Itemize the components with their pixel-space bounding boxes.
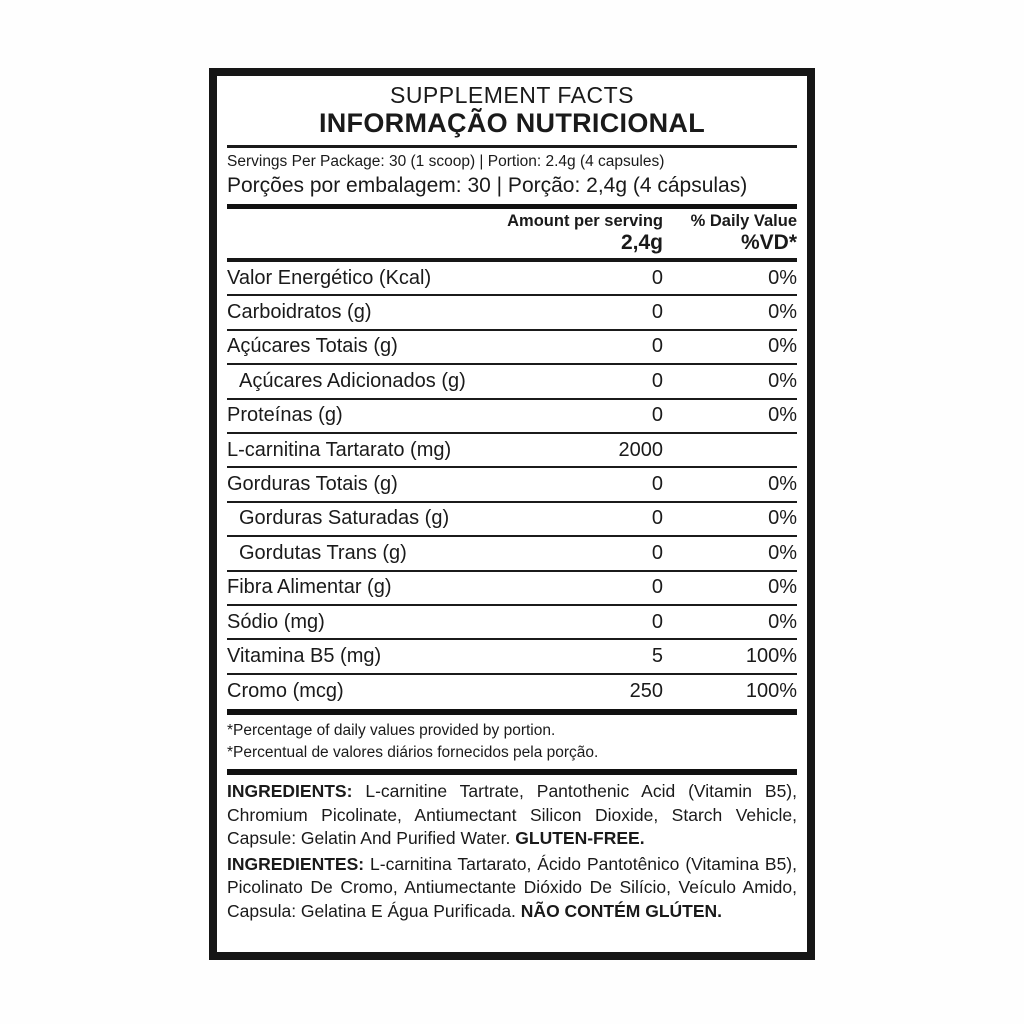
nutrient-amount: 0 <box>651 610 663 633</box>
nutrient-name: Gorduras Saturadas (g) <box>239 507 450 530</box>
nutrient-name: L-carnitina Tartarato (mg) <box>227 438 452 461</box>
nutrient-daily-value: 0% <box>768 266 797 289</box>
nutrient-name: Fibra Alimentar (g) <box>227 576 392 599</box>
supplement-facts-label <box>209 68 815 960</box>
nutrient-amount: 0 <box>651 404 663 427</box>
serving-size-value: 2,4g <box>620 231 663 254</box>
nutrient-daily-value: 0% <box>768 369 797 392</box>
nutrient-name: Vitamina B5 (mg) <box>227 644 382 667</box>
nutrient-daily-value: 0% <box>768 576 797 599</box>
table-row <box>227 296 797 330</box>
nutrient-amount: 0 <box>651 301 663 324</box>
table-row <box>227 606 797 640</box>
daily-value-column-header <box>663 212 797 255</box>
table-row <box>227 675 797 709</box>
footnotes <box>227 715 797 769</box>
divider-under-servings <box>227 204 797 209</box>
nutrient-name: Cromo (mcg) <box>227 680 344 703</box>
label-title <box>227 80 797 139</box>
title-en: SUPPLEMENT FACTS <box>389 82 635 108</box>
table-row <box>227 640 797 674</box>
vd-header: %VD* <box>740 231 797 254</box>
nutrient-amount: 250 <box>629 680 663 703</box>
table-row <box>227 365 797 399</box>
nutrient-daily-value: 0% <box>768 473 797 496</box>
daily-value-header: % Daily Value <box>690 212 797 230</box>
amount-per-serving-header: Amount per serving <box>507 212 663 230</box>
nutrient-name: Gordutas Trans (g) <box>239 541 407 564</box>
nutrient-amount: 0 <box>651 369 663 392</box>
amount-column-header <box>507 212 663 255</box>
nutrient-name: Sódio (mg) <box>227 610 325 633</box>
nutrition-table <box>227 262 797 709</box>
ingredients-en-text: L-carnitine Tartrate, Pantothenic Acid (Vitamin B5), Chromium Picolinate, Antiumectant Silicon Dioxide, Starch Vehicle, Capsule: Gelatin And Purified Water. <box>227 781 797 849</box>
table-row <box>227 468 797 502</box>
table-row <box>227 331 797 365</box>
nutrient-amount: 0 <box>651 507 663 530</box>
nutrient-name: Açúcares Totais (g) <box>227 335 398 358</box>
nutrient-amount: 0 <box>651 541 663 564</box>
ingredients-pt-label: INGREDIENTES: <box>227 853 365 874</box>
ingredients-pt <box>227 853 797 924</box>
footnote-en: *Percentage of daily values provided by portion. <box>227 722 556 740</box>
footnote-pt: *Percentual de valores diários fornecidos pela porção. <box>227 743 599 761</box>
nutrient-name: Proteínas (g) <box>227 404 343 427</box>
column-headers <box>227 212 797 255</box>
nutrient-name: Açúcares Adicionados (g) <box>239 369 466 392</box>
nutrient-amount: 0 <box>651 335 663 358</box>
nutrient-daily-value: 0% <box>768 335 797 358</box>
table-row <box>227 503 797 537</box>
ingredients-en <box>227 780 797 851</box>
nutrient-name: Carboidratos (g) <box>227 301 372 324</box>
nutrient-daily-value: 0% <box>768 610 797 633</box>
nutrient-daily-value: 0% <box>768 541 797 564</box>
servings-line-en: Servings Per Package: 30 (1 scoop) | Portion: 2.4g (4 capsules) <box>227 153 665 170</box>
servings-line-pt: Porções por embalagem: 30 | Porção: 2,4g (4 cápsulas) <box>227 174 748 197</box>
title-pt: INFORMAÇÃO NUTRICIONAL <box>318 108 706 138</box>
table-row <box>227 434 797 468</box>
nutrient-daily-value: 100% <box>745 680 797 703</box>
nutrient-amount: 0 <box>651 473 663 496</box>
table-row <box>227 572 797 606</box>
nutrient-daily-value: 0% <box>768 404 797 427</box>
divider-under-title <box>227 145 797 148</box>
nutrient-amount: 5 <box>651 644 663 667</box>
table-row <box>227 537 797 571</box>
nutrient-daily-value: 0% <box>768 507 797 530</box>
nutrient-amount: 0 <box>651 266 663 289</box>
nutrient-name: Gorduras Totais (g) <box>227 473 398 496</box>
nutrient-name: Valor Energético (Kcal) <box>227 266 432 289</box>
ingredients-section <box>227 775 797 923</box>
table-row <box>227 262 797 296</box>
table-row <box>227 400 797 434</box>
ingredients-en-label: INGREDIENTS: <box>227 781 353 802</box>
ingredients-pt-text: L-carnitina Tartarato, Ácido Pantotênico (Vitamina B5), Picolinato De Cromo, Antiumectante Dióxido De Silício, Veículo Amido, Capsula: Gelatina E Água Purificada. <box>227 853 797 921</box>
nutrient-daily-value: 0% <box>768 301 797 324</box>
nutrient-daily-value: 100% <box>745 644 797 667</box>
nao-contem-gluten-statement: NÃO CONTÉM GLÚTEN. <box>520 900 723 921</box>
nutrient-amount: 2000 <box>618 438 663 461</box>
gluten-free-statement: GLUTEN-FREE. <box>515 828 645 849</box>
nutrient-amount: 0 <box>651 576 663 599</box>
